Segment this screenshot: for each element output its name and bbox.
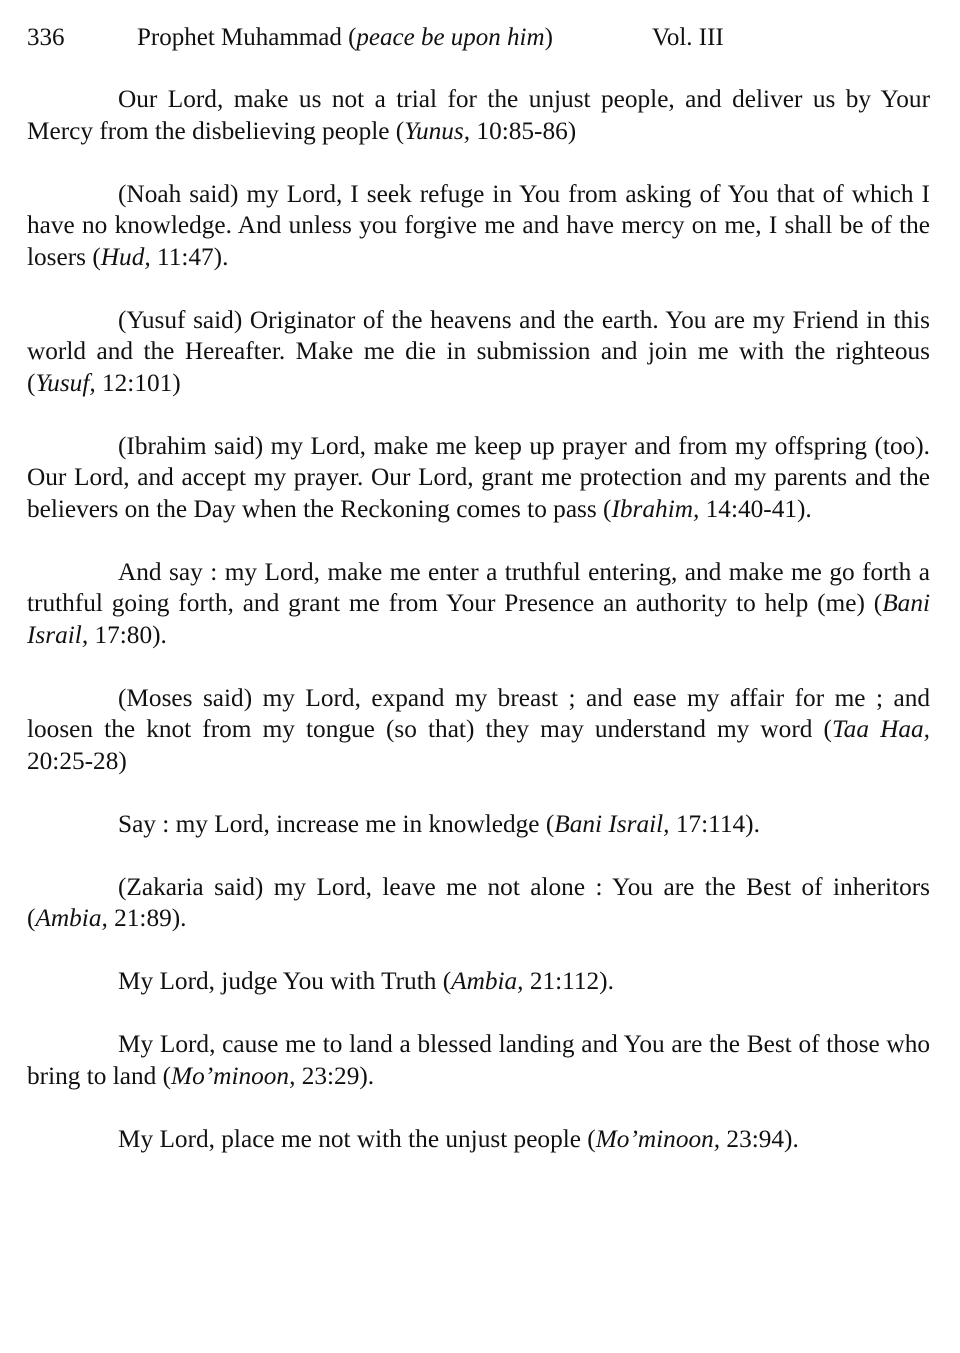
verse-reference: 21:89).	[107, 904, 187, 932]
paragraph-text: My Lord, cause me to land a blessed landing and You are the Best of those who bring to land (	[27, 1030, 930, 1090]
surah-name: Bani Israil,	[554, 809, 670, 838]
title-text: Prophet Muhammad (	[137, 24, 357, 51]
verse-reference: 10:85-86)	[470, 116, 577, 145]
verse-reference: 20:25-28)	[27, 746, 127, 775]
surah-name: Yunus,	[404, 116, 471, 145]
volume-label: Vol. III	[652, 24, 724, 51]
prayer-paragraph	[27, 683, 930, 778]
title-italic: peace be upon him	[356, 24, 545, 51]
prayer-paragraph	[27, 872, 930, 935]
verse-reference: 21:112).	[523, 967, 614, 995]
page-body	[27, 84, 930, 1187]
surah-name: Ambia,	[451, 967, 524, 995]
paragraph-text: And say : my Lord, make me enter a truthful entering, and make me go forth a truthful going forth, and grant me from Your Presence an authority to help (me) (	[27, 557, 930, 617]
surah-name: Bani Israil,	[27, 589, 930, 649]
paragraph-text: Our Lord, make us not a trial for the unjust people, and deliver us by Your Mercy from the disbelieving people (	[27, 85, 930, 145]
surah-name: Taa Haa,	[831, 715, 930, 743]
prayer-paragraph	[27, 966, 930, 998]
paragraph-text: (Noah said) my Lord, I seek refuge in You from asking of You that of which I have no knowledge. And unless you forgive me and have mercy on me, I shall be of the losers (	[27, 179, 930, 271]
running-title	[137, 22, 553, 54]
prayer-paragraph	[27, 305, 930, 400]
prayer-paragraph	[27, 84, 930, 147]
verse-reference: 14:40-41).	[699, 494, 812, 523]
prayer-paragraph	[27, 557, 930, 652]
verse-reference: 17:114).	[669, 809, 760, 838]
page-number: 336	[27, 24, 65, 51]
surah-name: Ibrahim,	[611, 494, 700, 523]
paragraph-text: My Lord, judge You with Truth (	[118, 967, 452, 995]
verse-reference: 11:47).	[150, 242, 229, 271]
surah-name: Hud,	[100, 242, 151, 271]
prayer-paragraph	[27, 1124, 930, 1156]
prayer-paragraph	[27, 431, 930, 526]
verse-reference: 23:94).	[720, 1124, 799, 1153]
paragraph-text: Say : my Lord, increase me in knowledge (	[118, 809, 555, 838]
paragraph-text: (Yusuf said) Originator of the heavens and the earth. You are my Friend in this world and the Hereafter. Make me die in submission and join me with the righteous (	[27, 305, 930, 397]
paragraph-text: (Moses said) my Lord, expand my breast ; and ease my affair for me ; and loosen the knot from my tongue (so that) they may understand my word (	[27, 683, 930, 743]
paragraph-text: (Zakaria said) my Lord, leave me not alone : You are the Best of inheritors (	[27, 872, 930, 932]
surah-name: Yusuf,	[35, 368, 96, 397]
verse-reference: 17:80).	[88, 620, 167, 649]
surah-name: Mo’minoon,	[595, 1124, 721, 1153]
page-header	[27, 22, 937, 54]
surah-name: Ambia,	[35, 904, 108, 932]
verse-reference: 23:29).	[295, 1061, 375, 1090]
prayer-paragraph	[27, 1029, 930, 1092]
prayer-paragraph	[27, 179, 930, 274]
verse-reference: 12:101)	[95, 368, 181, 397]
paragraph-text: My Lord, place me not with the unjust people (	[118, 1124, 596, 1153]
paragraph-text: (Ibrahim said) my Lord, make me keep up prayer and from my offspring (too). Our Lord, and accept my prayer. Our Lord, grant me protection and my parents and the believers on the Day when the Reckoning comes to pass (	[27, 431, 930, 523]
surah-name: Mo’minoon,	[171, 1061, 296, 1090]
prayer-paragraph	[27, 809, 930, 841]
title-close: )	[544, 24, 553, 51]
